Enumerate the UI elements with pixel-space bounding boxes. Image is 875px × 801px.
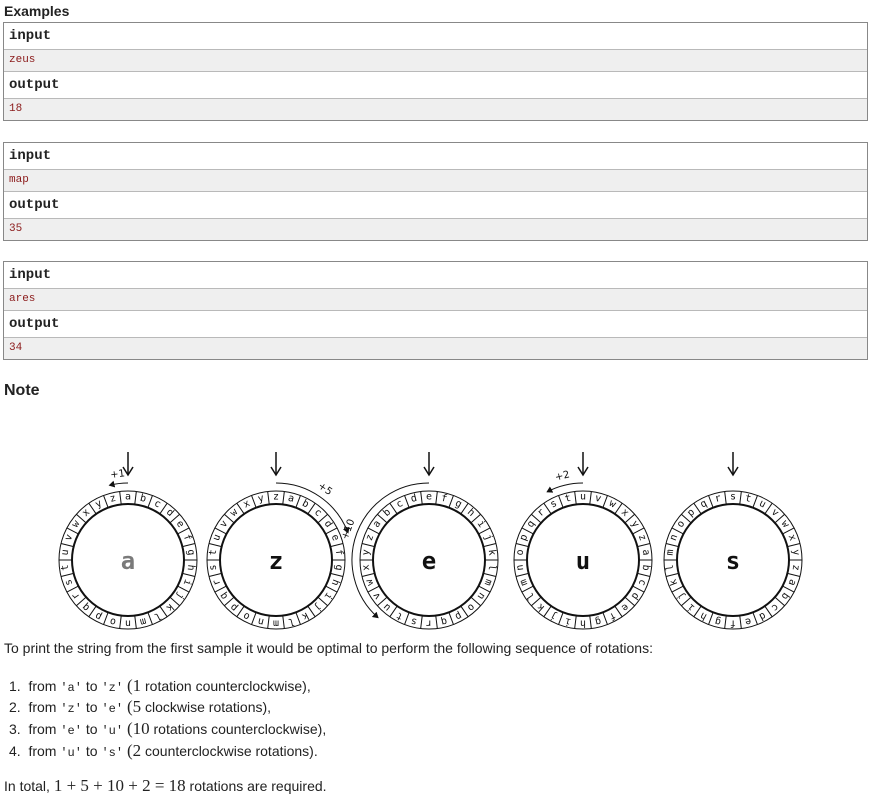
wheel-letter: z bbox=[363, 532, 377, 543]
wheel-letter: w bbox=[778, 518, 792, 530]
open-paren: ( bbox=[126, 676, 133, 695]
wheel-separator bbox=[709, 495, 714, 507]
wheel-letter: a bbox=[370, 518, 384, 530]
wheel-separator bbox=[330, 543, 343, 546]
wheel-letter: g bbox=[713, 615, 723, 628]
total-line bbox=[4, 776, 327, 796]
to-char: 's' bbox=[101, 746, 124, 760]
wheel-letter: o bbox=[464, 601, 477, 614]
wheel-letter: a bbox=[785, 577, 799, 588]
wheel-separator bbox=[120, 616, 122, 629]
center-letter: z bbox=[268, 547, 284, 575]
rotation-wheels-diagram bbox=[0, 440, 875, 630]
wheel-letter: l bbox=[524, 590, 538, 602]
wheel-separator bbox=[709, 612, 714, 624]
wheel-letter: m bbox=[138, 615, 148, 628]
wheel-separator bbox=[637, 543, 650, 546]
to-word: to bbox=[85, 678, 98, 694]
wheel-letter: h bbox=[328, 577, 342, 588]
total-formula: 1 + 5 + 10 + 2 = 18 bbox=[53, 776, 186, 795]
wheel-letter: t bbox=[563, 492, 573, 505]
wheel-letter: y bbox=[256, 492, 266, 505]
wheel-letter: x bbox=[241, 497, 252, 511]
center-letter: a bbox=[120, 547, 136, 575]
wheel-letter: s bbox=[409, 615, 419, 628]
wheel-separator bbox=[666, 573, 679, 576]
rotation-count: 10 bbox=[132, 719, 150, 738]
total-suffix: rotations are required. bbox=[185, 778, 327, 794]
wheel-separator bbox=[209, 543, 222, 546]
wheel-separator bbox=[590, 616, 592, 629]
wheel-letter: m bbox=[272, 617, 280, 629]
wheel-letter: r bbox=[425, 617, 433, 629]
input-value: ares bbox=[4, 288, 867, 311]
wheel-separator bbox=[330, 573, 343, 576]
wheel-separator bbox=[283, 616, 285, 629]
wheel-letter: e bbox=[328, 532, 342, 543]
rotation-count: 5 bbox=[132, 697, 142, 716]
wheel-separator bbox=[296, 612, 301, 624]
wheel-separator bbox=[368, 586, 380, 592]
wheel-letter: q bbox=[217, 590, 231, 602]
wheel-separator bbox=[135, 492, 137, 505]
wheel-letter: k bbox=[535, 601, 548, 614]
wheel-letter: c bbox=[311, 506, 324, 519]
wheel-letter: p bbox=[517, 532, 531, 543]
example-block-2 bbox=[3, 142, 868, 241]
wheel-separator bbox=[61, 573, 74, 576]
output-label: output bbox=[4, 311, 867, 337]
rotation-desc: rotations counterclockwise), bbox=[149, 721, 327, 737]
wheel-letter: l bbox=[152, 609, 163, 623]
rotation-desc: counterclockwise rotations). bbox=[141, 743, 318, 759]
wheel-separator bbox=[637, 573, 650, 576]
open-paren: ( bbox=[126, 697, 133, 716]
wheel-letter: z bbox=[108, 492, 118, 505]
from-word: from bbox=[28, 678, 57, 694]
wheel-letter: t bbox=[59, 563, 72, 572]
wheel-letter: f bbox=[729, 617, 737, 629]
to-word: to bbox=[85, 721, 98, 737]
wheel-separator bbox=[148, 495, 153, 507]
wheel-separator bbox=[559, 612, 564, 624]
wheel-letter: w bbox=[607, 497, 618, 511]
output-label: output bbox=[4, 72, 867, 98]
wheel-letter: i bbox=[180, 577, 194, 588]
wheel-separator bbox=[516, 573, 529, 576]
wheel-separator bbox=[725, 492, 727, 505]
wheel-letter: q bbox=[524, 518, 538, 530]
to-word: to bbox=[85, 699, 98, 715]
wheel-separator bbox=[449, 612, 454, 624]
wheel-letter: j bbox=[173, 590, 187, 602]
wheel-separator bbox=[283, 492, 285, 505]
wheel-separator bbox=[362, 573, 375, 576]
wheel-letter: f bbox=[180, 532, 194, 543]
open-paren: ( bbox=[126, 719, 133, 738]
input-label: input bbox=[4, 262, 867, 288]
center-letter: e bbox=[421, 547, 437, 575]
wheel-letter: x bbox=[360, 563, 373, 572]
wheel-letter: v bbox=[768, 506, 781, 519]
input-label: input bbox=[4, 143, 867, 169]
wheel-letter: l bbox=[286, 615, 296, 628]
wheel-separator bbox=[516, 543, 529, 546]
wheel-letter: d bbox=[757, 609, 768, 623]
wheel-letter: j bbox=[548, 609, 559, 623]
wheel-letter: o bbox=[514, 548, 527, 557]
wheel-letter: t bbox=[207, 548, 220, 557]
wheel-letter: h bbox=[184, 563, 197, 572]
step-item-3 bbox=[9, 719, 326, 739]
example-block-1 bbox=[3, 22, 868, 121]
wheel-separator bbox=[633, 528, 645, 534]
wheel-separator bbox=[740, 492, 742, 505]
wheel-letter: z bbox=[635, 532, 649, 543]
wheel-letter: v bbox=[593, 492, 603, 505]
wheel-letter: o bbox=[108, 615, 118, 628]
wheel-letter: s bbox=[62, 577, 76, 588]
wheel-separator bbox=[67, 586, 79, 592]
wheel-separator bbox=[268, 616, 270, 629]
wheel-letter: a bbox=[639, 548, 652, 557]
wheel-letter: d bbox=[163, 506, 176, 519]
wheel-separator bbox=[209, 573, 222, 576]
wheel-separator bbox=[421, 492, 423, 505]
wheel-letter: k bbox=[485, 548, 498, 557]
wheel-letter: g bbox=[453, 497, 464, 511]
wheel-letter: c bbox=[768, 601, 781, 614]
wheel-letter: b bbox=[138, 492, 148, 505]
wheel-letter: y bbox=[789, 548, 802, 557]
step-number: 3. bbox=[9, 721, 21, 737]
to-char: 'u' bbox=[101, 724, 124, 738]
wheel-separator bbox=[215, 586, 227, 592]
rotation-desc: clockwise rotations), bbox=[141, 699, 272, 715]
wheel-separator bbox=[603, 612, 608, 624]
wheel-letter: u bbox=[381, 601, 394, 614]
wheel-letter: n bbox=[256, 615, 266, 628]
wheel-separator bbox=[252, 495, 257, 507]
wheel-letter: w bbox=[69, 518, 83, 530]
wheel-letter: f bbox=[439, 492, 449, 505]
wheel-letter: u bbox=[210, 532, 224, 543]
wheel-letter: k bbox=[667, 577, 681, 588]
wheel-separator bbox=[148, 612, 153, 624]
wheel-letter: i bbox=[474, 518, 488, 530]
wheel-letter: w bbox=[228, 506, 241, 519]
wheel-separator bbox=[787, 573, 800, 576]
step-number: 4. bbox=[9, 743, 21, 759]
open-paren: ( bbox=[126, 741, 133, 760]
rotation-arc bbox=[110, 483, 128, 485]
rotation-count: 2 bbox=[132, 741, 142, 760]
center-letter: u bbox=[575, 547, 591, 575]
wheel-separator bbox=[421, 616, 423, 629]
wheel-letter: m bbox=[664, 548, 677, 557]
from-char: 'a' bbox=[60, 681, 82, 695]
wheel-letter: h bbox=[698, 609, 709, 623]
input-value: zeus bbox=[4, 49, 867, 72]
center-letter: s bbox=[725, 547, 741, 575]
wheel-separator bbox=[483, 543, 496, 546]
wheel-letter: b bbox=[300, 497, 311, 511]
wheel-letter: e bbox=[173, 518, 187, 530]
wheel-separator bbox=[483, 573, 496, 576]
wheel-letter: o bbox=[674, 518, 688, 530]
wheel-letter: n bbox=[514, 563, 527, 572]
rotation-arc-label: +2 bbox=[553, 469, 571, 484]
wheel-letter: g bbox=[593, 615, 603, 628]
to-char: 'e' bbox=[101, 702, 124, 716]
to-char: 'z' bbox=[101, 681, 124, 695]
from-word: from bbox=[28, 743, 57, 759]
wheel-letter: t bbox=[394, 609, 405, 623]
wheel-separator bbox=[296, 495, 301, 507]
wheel-separator bbox=[436, 492, 438, 505]
from-char: 'u' bbox=[60, 746, 82, 760]
wheel-letter: y bbox=[360, 548, 373, 557]
wheel-letter: d bbox=[321, 518, 335, 530]
wheel-separator bbox=[753, 612, 758, 624]
to-word: to bbox=[85, 743, 98, 759]
wheel-separator bbox=[120, 492, 122, 505]
wheel-letter: u bbox=[579, 491, 587, 503]
wheel-letter: r bbox=[535, 506, 548, 519]
wheel-separator bbox=[326, 528, 338, 534]
intro-text: To print the string from the first sample it would be optimal to perform the following sequence of rotations: bbox=[4, 640, 653, 656]
wheel-letter: m bbox=[517, 577, 531, 588]
wheel-separator bbox=[590, 492, 592, 505]
wheel-letter: y bbox=[628, 518, 642, 530]
wheel-separator bbox=[603, 495, 608, 507]
wheel-letter: l bbox=[485, 563, 498, 572]
wheel-separator bbox=[178, 528, 190, 534]
wheel-letter: x bbox=[618, 506, 631, 519]
wheel-separator bbox=[449, 495, 454, 507]
wheel-separator bbox=[787, 543, 800, 546]
wheel-letter: h bbox=[464, 506, 477, 519]
wheel-letter: v bbox=[62, 532, 76, 543]
wheel-letter: s bbox=[207, 563, 220, 572]
step-item-4 bbox=[9, 741, 318, 761]
wheel-separator bbox=[182, 573, 195, 576]
wheel-separator bbox=[666, 543, 679, 546]
wheel-separator bbox=[362, 543, 375, 546]
output-value: 35 bbox=[4, 218, 867, 240]
wheel-letter: e bbox=[743, 615, 753, 628]
wheel-separator bbox=[753, 495, 758, 507]
wheel-letter: f bbox=[332, 548, 345, 557]
wheel-letter: u bbox=[757, 497, 768, 511]
wheel-separator bbox=[405, 612, 410, 624]
step-item-2 bbox=[9, 697, 271, 717]
wheel-letter: j bbox=[674, 590, 688, 602]
wheel-separator bbox=[135, 616, 137, 629]
wheel-letter: b bbox=[639, 563, 652, 572]
wheel-letter: k bbox=[163, 601, 176, 614]
wheel-separator bbox=[559, 495, 564, 507]
wheel-letter: i bbox=[563, 615, 573, 628]
wheel-separator bbox=[104, 495, 109, 507]
rotation-desc: rotation counterclockwise), bbox=[141, 678, 311, 694]
output-value: 18 bbox=[4, 98, 867, 120]
total-prefix: In total, bbox=[4, 778, 54, 794]
wheel-letter: j bbox=[481, 532, 495, 543]
wheel-letter: y bbox=[93, 497, 104, 511]
wheel-letter: t bbox=[743, 492, 753, 505]
wheel-letter: i bbox=[321, 590, 335, 602]
wheel-separator bbox=[725, 616, 727, 629]
wheel-separator bbox=[479, 528, 491, 534]
wheel-letter: x bbox=[785, 532, 799, 543]
wheel-letter: n bbox=[474, 590, 488, 602]
wheel-letter: j bbox=[311, 601, 324, 614]
wheel-separator bbox=[104, 612, 109, 624]
wheel-letter: i bbox=[685, 601, 698, 614]
wheel-letter: x bbox=[80, 506, 93, 519]
wheel-separator bbox=[405, 495, 410, 507]
wheel-letter: u bbox=[59, 548, 72, 557]
wheel-letter: g bbox=[332, 563, 345, 572]
rotation-arc bbox=[547, 483, 583, 492]
wheel-letter: q bbox=[698, 497, 709, 511]
from-char: 'z' bbox=[60, 702, 82, 716]
wheel-letter: w bbox=[363, 577, 377, 588]
input-label: input bbox=[4, 23, 867, 49]
step-number: 1. bbox=[9, 678, 21, 694]
wheel-separator bbox=[783, 528, 795, 534]
wheel-letter: a bbox=[124, 491, 132, 503]
wheel-letter: d bbox=[409, 492, 419, 505]
wheel-separator bbox=[575, 616, 577, 629]
wheel-letter: p bbox=[228, 601, 241, 614]
wheel-letter: n bbox=[667, 532, 681, 543]
wheel-separator bbox=[436, 616, 438, 629]
wheel-letter: e bbox=[425, 491, 433, 503]
wheel-letter: c bbox=[152, 497, 163, 511]
wheel-letter: p bbox=[93, 609, 104, 623]
wheel-letter: z bbox=[272, 491, 280, 503]
wheel-letter: o bbox=[241, 609, 252, 623]
wheel-letter: k bbox=[300, 609, 311, 623]
wheel-letter: m bbox=[481, 577, 495, 588]
wheel-letter: h bbox=[579, 617, 587, 629]
wheel-separator bbox=[252, 612, 257, 624]
wheel-separator bbox=[522, 586, 534, 592]
wheel-letter: g bbox=[184, 548, 197, 557]
wheel-letter: q bbox=[80, 601, 93, 614]
from-word: from bbox=[28, 721, 57, 737]
step-number: 2. bbox=[9, 699, 21, 715]
wheel-letter: q bbox=[439, 615, 449, 628]
wheel-letter: r bbox=[69, 590, 83, 602]
rotation-count: 1 bbox=[132, 676, 142, 695]
wheel-letter: s bbox=[729, 491, 737, 503]
wheel-separator bbox=[182, 543, 195, 546]
wheel-letter: r bbox=[210, 577, 224, 588]
wheel-letter: f bbox=[607, 609, 618, 623]
wheel-letter: d bbox=[628, 590, 642, 602]
wheel-letter: p bbox=[685, 506, 698, 519]
example-block-3 bbox=[3, 261, 868, 360]
output-value: 34 bbox=[4, 337, 867, 359]
wheel-letter: v bbox=[217, 518, 231, 530]
wheel-separator bbox=[575, 492, 577, 505]
output-label: output bbox=[4, 192, 867, 218]
wheel-letter: b bbox=[778, 590, 792, 602]
examples-title: Examples bbox=[4, 3, 70, 19]
wheel-letter: a bbox=[286, 492, 296, 505]
wheel-letter: c bbox=[635, 577, 649, 588]
wheel-separator bbox=[61, 543, 74, 546]
input-value: map bbox=[4, 169, 867, 192]
wheel-letter: b bbox=[381, 506, 394, 519]
from-char: 'e' bbox=[60, 724, 82, 738]
from-word: from bbox=[28, 699, 57, 715]
rotation-arc-label: +10 bbox=[339, 517, 358, 542]
wheel-letter: s bbox=[548, 497, 559, 511]
wheel-letter: r bbox=[713, 492, 723, 505]
wheel-letter: z bbox=[789, 563, 802, 572]
note-title: Note bbox=[4, 382, 40, 399]
wheel-separator bbox=[672, 586, 684, 592]
rotation-arc-label: +5 bbox=[315, 480, 335, 498]
wheel-letter: n bbox=[124, 617, 132, 629]
wheel-letter: v bbox=[370, 590, 384, 602]
wheel-letter: c bbox=[394, 497, 405, 511]
step-item-1 bbox=[9, 676, 311, 696]
wheel-separator bbox=[740, 616, 742, 629]
wheel-letter: e bbox=[618, 601, 631, 614]
wheel-letter: p bbox=[453, 609, 464, 623]
wheel-letter: l bbox=[664, 563, 677, 572]
wheel-separator bbox=[268, 492, 270, 505]
rotation-arc-label: +1 bbox=[109, 468, 126, 481]
